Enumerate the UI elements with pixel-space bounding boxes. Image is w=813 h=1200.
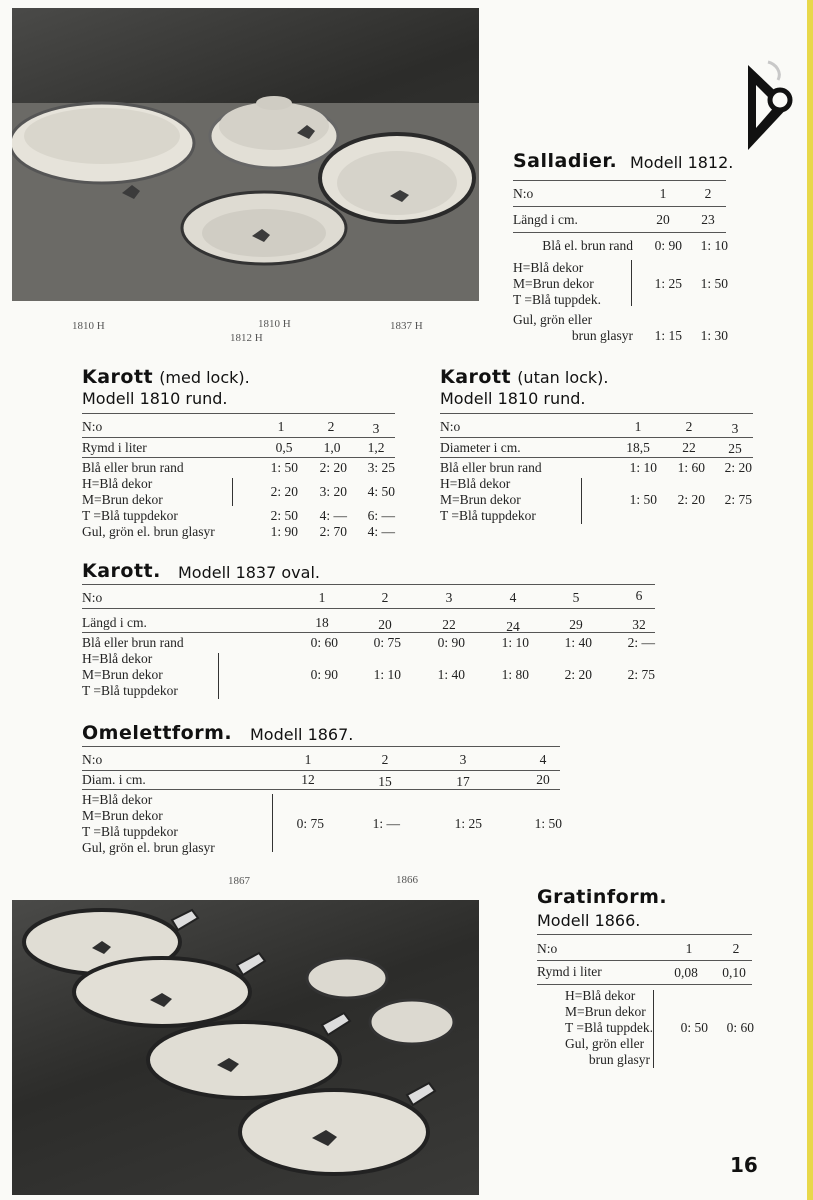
karott-lock-no-label: N:o <box>82 419 103 434</box>
karott-utan-no: 3 <box>731 421 739 436</box>
karott-oval-price: 2: 75 <box>627 667 655 682</box>
salladier-model: Modell 1812. <box>630 153 734 172</box>
karott-oval-length: 29 <box>569 617 583 632</box>
karott-lock-no: 1 <box>277 419 285 434</box>
rule <box>440 413 753 414</box>
brace <box>272 794 273 852</box>
omelett-no: 1 <box>304 752 312 767</box>
gratin-no: 2 <box>732 941 740 956</box>
gratin-vol: 0,08 <box>674 965 698 980</box>
karott-utan-dia: 22 <box>682 440 696 455</box>
karott-utan-row-label: Blå eller brun rand <box>440 460 542 475</box>
salladier-row-label: M=Brun dekor <box>513 276 594 291</box>
rule <box>82 584 655 585</box>
karott-utan-no-label: N:o <box>440 419 461 434</box>
karott-utan-price: 2: 20 <box>724 460 752 475</box>
karott-lock-row-label: Gul, grön el. brun glasyr <box>82 524 215 539</box>
karott-oval-row-label: H=Blå dekor <box>82 651 153 666</box>
omelett-no: 3 <box>459 752 467 767</box>
karott-utan-row-label: T =Blå tuppdekor <box>440 508 536 523</box>
karott-utan-price: 2: 75 <box>724 492 752 507</box>
karott-lock-price: 2: 20 <box>270 484 298 499</box>
salladier-price: 1: 15 <box>654 328 682 343</box>
karott-lock-vol-label: Rymd i liter <box>82 440 147 455</box>
karott-oval-no: 1 <box>318 590 326 605</box>
karott-lock-model: Modell 1810 rund. <box>82 389 228 408</box>
karott-oval-no: 2 <box>381 590 389 605</box>
karott-lock-row-label: Blå eller brun rand <box>82 460 184 475</box>
karott-lock-row-label: T =Blå tuppdekor <box>82 508 178 523</box>
gratin-row-label: T =Blå tuppdek. <box>565 1020 653 1035</box>
karott-lock-heading: Karott (med lock). <box>82 366 250 388</box>
rule <box>513 206 726 207</box>
photo-caption: 1866 <box>396 874 418 886</box>
karott-oval-heading: Karott. <box>82 560 161 582</box>
gratin-vol: 0,10 <box>722 965 746 980</box>
photo-caption: 1812 H <box>230 332 263 344</box>
karott-lock-price: 2: 70 <box>319 524 347 539</box>
karott-oval-row-label: M=Brun dekor <box>82 667 163 682</box>
karott-utan-dia-label: Diameter i cm. <box>440 440 521 455</box>
salladier-no: 2 <box>704 186 712 201</box>
photo-salad-bowls <box>12 8 479 301</box>
rule <box>440 437 753 438</box>
karott-lock-price: 4: — <box>319 508 347 523</box>
salladier-row-label: brun glasyr <box>571 328 633 343</box>
karott-oval-model: Modell 1837 oval. <box>178 563 320 582</box>
gratin-no-label: N:o <box>537 941 558 956</box>
omelett-no-label: N:o <box>82 752 103 767</box>
bo-logo-icon <box>740 60 800 155</box>
karott-utan-price: 1: 50 <box>629 492 657 507</box>
salladier-length: 20 <box>656 212 670 227</box>
omelett-heading: Omelettform. <box>82 722 233 744</box>
karott-oval-row-label: T =Blå tuppdekor <box>82 683 178 698</box>
gratin-row-label: brun glasyr <box>588 1052 650 1067</box>
salladier-row-label: T =Blå tuppdek. <box>513 292 601 307</box>
karott-utan-no: 2 <box>685 419 693 434</box>
salladier-no-label: N:o <box>513 186 534 201</box>
karott-lock-no: 3 <box>372 421 380 436</box>
omelett-no: 2 <box>381 752 389 767</box>
karott-lock-row-label: M=Brun dekor <box>82 492 163 507</box>
karott-oval-length-label: Längd i cm. <box>82 615 147 630</box>
gratin-price: 0: 60 <box>726 1020 754 1035</box>
brace <box>581 478 582 524</box>
salladier-length: 23 <box>701 212 715 227</box>
karott-lock-vol: 1,0 <box>323 440 341 455</box>
salladier-no: 1 <box>659 186 667 201</box>
karott-oval-price: 2: — <box>627 635 655 650</box>
karott-lock-vol: 1,2 <box>367 440 385 455</box>
salladier-row-label: H=Blå dekor <box>513 260 584 275</box>
rule <box>82 413 395 414</box>
gratin-price: 0: 50 <box>680 1020 708 1035</box>
karott-oval-price: 0: 75 <box>373 635 401 650</box>
omelett-price: 1: 25 <box>454 816 482 831</box>
omelett-dia: 15 <box>378 774 392 789</box>
rule <box>82 457 395 458</box>
rule <box>537 984 752 985</box>
omelett-dia: 20 <box>536 772 550 787</box>
omelett-price: 1: — <box>372 816 400 831</box>
gratin-vol-label: Rymd i liter <box>537 964 602 979</box>
salladier-row-label: Gul, grön eller <box>513 312 593 327</box>
rule <box>82 437 395 438</box>
karott-oval-price: 1: 40 <box>564 635 592 650</box>
rule <box>82 632 655 633</box>
salladier-price: 1: 30 <box>700 328 728 343</box>
karott-oval-length: 22 <box>442 617 456 632</box>
karott-utan-dia: 25 <box>728 441 742 456</box>
karott-oval-no: 4 <box>509 590 517 605</box>
photo-omelette-gratin-dishes <box>12 900 479 1195</box>
karott-lock-no: 2 <box>327 419 335 434</box>
karott-utan-model: Modell 1810 rund. <box>440 389 586 408</box>
page-number: 16 <box>730 1153 758 1177</box>
karott-utan-paren: (utan lock). <box>517 368 609 387</box>
karott-lock-price: 4: 50 <box>367 484 395 499</box>
omelett-no: 4 <box>539 752 547 767</box>
photo-caption: 1810 H <box>258 318 291 330</box>
salladier-price: 0: 90 <box>654 238 682 253</box>
karott-lock-paren: (med lock). <box>159 368 250 387</box>
karott-oval-no: 3 <box>445 590 453 605</box>
karott-lock-vol: 0,5 <box>275 440 293 455</box>
karott-oval-length: 24 <box>506 619 520 634</box>
karott-lock-price: 2: 20 <box>319 460 347 475</box>
karott-utan-dia: 18,5 <box>626 440 650 455</box>
karott-lock-price: 3: 20 <box>319 484 347 499</box>
rule <box>440 457 753 458</box>
karott-utan-price: 2: 20 <box>677 492 705 507</box>
rule <box>537 960 752 961</box>
karott-oval-no: 6 <box>635 588 643 603</box>
omelett-model: Modell 1867. <box>250 725 354 744</box>
karott-utan-row-label: M=Brun dekor <box>440 492 521 507</box>
karott-lock-price: 4: — <box>367 524 395 539</box>
gratin-row-label: M=Brun dekor <box>565 1004 646 1019</box>
karott-lock-row-label: H=Blå dekor <box>82 476 153 491</box>
rule <box>513 232 726 233</box>
omelett-price: 1: 50 <box>534 816 562 831</box>
rule <box>513 180 726 181</box>
karott-oval-price: 0: 60 <box>310 635 338 650</box>
karott-oval-price: 1: 80 <box>501 667 529 682</box>
omelett-dia: 17 <box>456 774 470 789</box>
karott-lock-price: 2: 50 <box>270 508 298 523</box>
karott-oval-row-label: Blå eller brun rand <box>82 635 184 650</box>
karott-oval-no-label: N:o <box>82 590 103 605</box>
omelett-row-label: Gul, grön el. brun glasyr <box>82 840 215 855</box>
salladier-heading: Salladier. <box>513 150 618 172</box>
salladier-length-label: Längd i cm. <box>513 212 578 227</box>
gratin-row-label: H=Blå dekor <box>565 988 636 1003</box>
karott-utan-no: 1 <box>634 419 642 434</box>
brace <box>218 653 219 699</box>
rule <box>537 934 752 935</box>
karott-oval-price: 1: 10 <box>373 667 401 682</box>
karott-oval-length: 20 <box>378 617 392 632</box>
karott-utan-price: 1: 60 <box>677 460 705 475</box>
karott-utan-heading: Karott (utan lock). <box>440 366 609 388</box>
karott-oval-price: 0: 90 <box>310 667 338 682</box>
gratin-model: Modell 1866. <box>537 911 641 930</box>
page-edge <box>807 0 813 1200</box>
brace <box>631 260 632 306</box>
karott-oval-price: 1: 10 <box>501 635 529 650</box>
karott-oval-length: 18 <box>315 615 329 630</box>
omelett-dia: 12 <box>301 772 315 787</box>
rule <box>82 789 560 790</box>
brace <box>232 478 233 506</box>
omelett-row-label: M=Brun dekor <box>82 808 163 823</box>
salladier-price: 1: 50 <box>700 276 728 291</box>
gratin-row-label: Gul, grön eller <box>565 1036 645 1051</box>
photo-caption: 1810 H <box>72 320 105 332</box>
salladier-price: 1: 25 <box>654 276 682 291</box>
karott-oval-no: 5 <box>572 590 580 605</box>
omelett-dia-label: Diam. i cm. <box>82 772 146 787</box>
gratin-no: 1 <box>685 941 693 956</box>
karott-lock-price: 1: 90 <box>270 524 298 539</box>
karott-lock-price: 6: — <box>367 508 395 523</box>
salladier-price: 1: 10 <box>700 238 728 253</box>
omelett-row-label: H=Blå dekor <box>82 792 153 807</box>
salladier-row-label: Blå el. brun rand <box>542 238 633 253</box>
gratin-heading: Gratinform. <box>537 886 668 908</box>
omelett-row-label: T =Blå tuppdekor <box>82 824 178 839</box>
omelett-price: 0: 75 <box>296 816 324 831</box>
karott-oval-price: 1: 40 <box>437 667 465 682</box>
karott-oval-length: 32 <box>632 617 646 632</box>
brace <box>653 990 654 1068</box>
karott-lock-price: 1: 50 <box>270 460 298 475</box>
rule <box>82 746 560 747</box>
photo-caption: 1837 H <box>390 320 423 332</box>
photo-caption: 1867 <box>228 875 250 887</box>
rule <box>82 608 655 609</box>
karott-lock-price: 3: 25 <box>367 460 395 475</box>
karott-utan-price: 1: 10 <box>629 460 657 475</box>
karott-oval-price: 2: 20 <box>564 667 592 682</box>
rule <box>82 770 560 771</box>
karott-oval-price: 0: 90 <box>437 635 465 650</box>
karott-utan-row-label: H=Blå dekor <box>440 476 511 491</box>
